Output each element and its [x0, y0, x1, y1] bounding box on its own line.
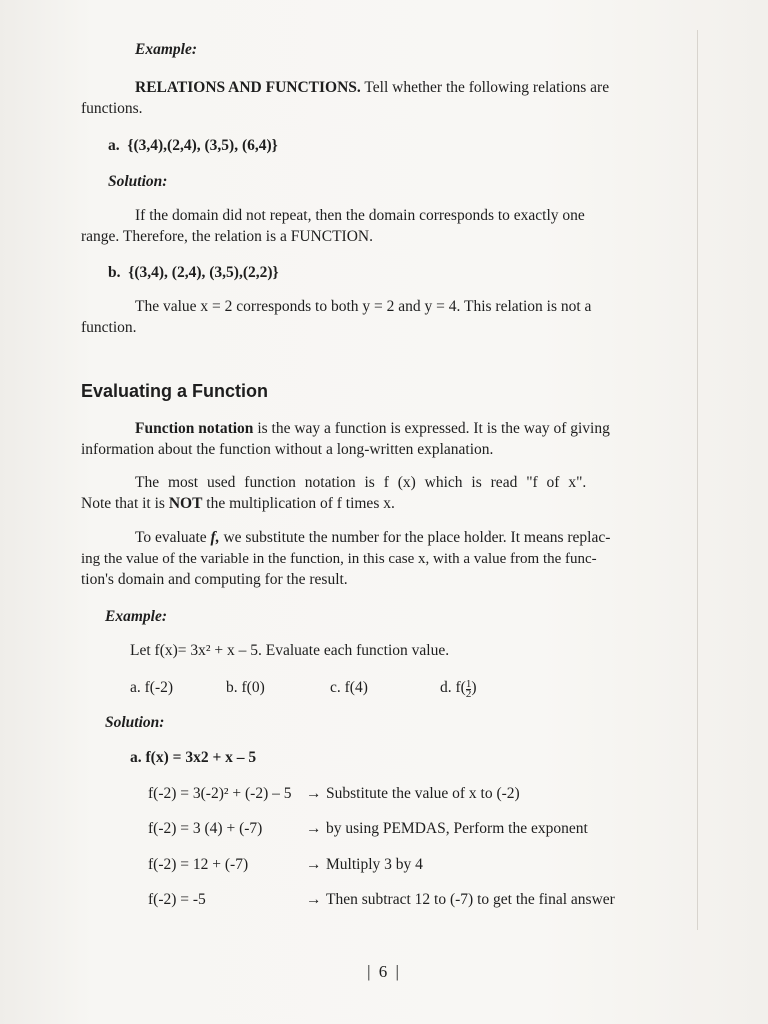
p3-line-2: ing the value of the variable in the function, in this case x, with a value from the func- — [81, 551, 597, 567]
p1-bold: Function notation — [135, 420, 254, 437]
choice-b-label: b. — [226, 679, 238, 696]
sol2-a-expr: f(x) = 3x2 + x – 5 — [145, 749, 257, 766]
p2-line-2-a: Note that it is — [81, 495, 169, 512]
step-2-text: by using PEMDAS, Perform the exponent — [326, 820, 588, 837]
step-3-expr: f(-2) = 12 + (-7) — [148, 856, 249, 873]
step-4-note — [306, 890, 615, 910]
choice-a-label: a. — [130, 679, 141, 696]
item-a-label: a. — [108, 137, 120, 154]
choice-d-expr: f( — [455, 679, 466, 696]
p1-line-2: information about the function without a long-written explanation. — [81, 441, 494, 458]
frac-num: 1 — [465, 678, 472, 690]
step-3-text: Multiply 3 by 4 — [326, 856, 423, 873]
p2-line-2 — [81, 494, 395, 514]
intro-line-2: functions. — [81, 100, 143, 117]
sol-a-line-1: If the domain did not repeat, then the domain corresponds to exactly one — [135, 207, 585, 224]
arrow-icon: → — [306, 785, 322, 802]
choice-c — [330, 678, 368, 698]
item-a — [108, 136, 278, 156]
choice-c-expr: f(4) — [344, 679, 368, 696]
step-2-note — [306, 819, 588, 839]
choice-d-label: d. — [440, 679, 452, 696]
p1-rest: is the way a function is expressed. It is the way of giving — [253, 420, 610, 437]
section-heading: Evaluating a Function — [81, 381, 269, 401]
choice-a-expr: f(-2) — [144, 679, 174, 696]
p1-line-1 — [135, 419, 610, 439]
p3-f: f, — [210, 529, 220, 546]
let-line: Let f(x)= 3x² + x – 5. Evaluate each function value. — [130, 642, 450, 659]
intro-bold: RELATIONS AND FUNCTIONS. — [135, 79, 361, 96]
p2-not: NOT — [168, 495, 203, 512]
frac-close: ) — [471, 679, 477, 696]
p2-line-1: The most used function notation is f (x) which is read "f of x". — [135, 474, 587, 491]
sol-a-line-2: range. Therefore, the relation is a FUNCTION. — [81, 228, 373, 245]
step-2-expr: f(-2) = 3 (4) + (-7) — [148, 820, 263, 837]
arrow-icon: → — [306, 820, 322, 837]
example-label: Example: — [135, 41, 197, 58]
solution-label: Solution: — [108, 173, 168, 190]
sol2-a-label: a. — [130, 749, 142, 766]
step-1-expr: f(-2) = 3(-2)² + (-2) – 5 — [148, 785, 292, 802]
step-1-note — [306, 784, 520, 804]
step-3-note — [306, 855, 423, 875]
item-b-label: b. — [108, 264, 121, 281]
intro-line-1 — [135, 78, 609, 98]
p3-a: To evaluate — [135, 529, 211, 546]
choice-a — [130, 678, 173, 698]
frac-den: 2 — [465, 688, 472, 700]
sol2-a — [130, 748, 256, 768]
p3-b: we substitute the number for the place holder. It means replac- — [219, 529, 611, 546]
choice-d — [440, 678, 477, 699]
page-number: | 6 | — [367, 962, 401, 981]
step-1-text: Substitute the value of x to (-2) — [326, 785, 520, 802]
arrow-icon: → — [306, 891, 322, 908]
choice-b-expr: f(0) — [241, 679, 265, 696]
choice-b — [226, 678, 265, 698]
arrow-icon: → — [306, 856, 322, 873]
step-4-expr: f(-2) = -5 — [148, 891, 206, 908]
item-a-set: {(3,4),(2,4), (3,5), (6,4)} — [127, 137, 278, 154]
sol-b-line-2: function. — [81, 319, 137, 336]
item-b-set: {(3,4), (2,4), (3,5),(2,2)} — [128, 264, 279, 281]
choice-c-label: c. — [330, 679, 341, 696]
p3-line-3: tion's domain and computing for the result. — [81, 571, 348, 588]
intro-rest: Tell whether the following relations are — [360, 79, 610, 96]
sol-b-line-1: The value x = 2 corresponds to both y = 2 and y = 4. This relation is not a — [135, 298, 592, 315]
page-edge — [697, 30, 698, 930]
p2-line-2-b: the multiplication of f times x. — [202, 495, 395, 512]
solution2-label: Solution: — [105, 714, 165, 731]
example2-label: Example: — [105, 608, 167, 625]
step-4-text: Then subtract 12 to (-7) to get the final answer — [326, 891, 615, 908]
p3-line-1 — [135, 528, 610, 548]
item-b — [108, 263, 279, 283]
